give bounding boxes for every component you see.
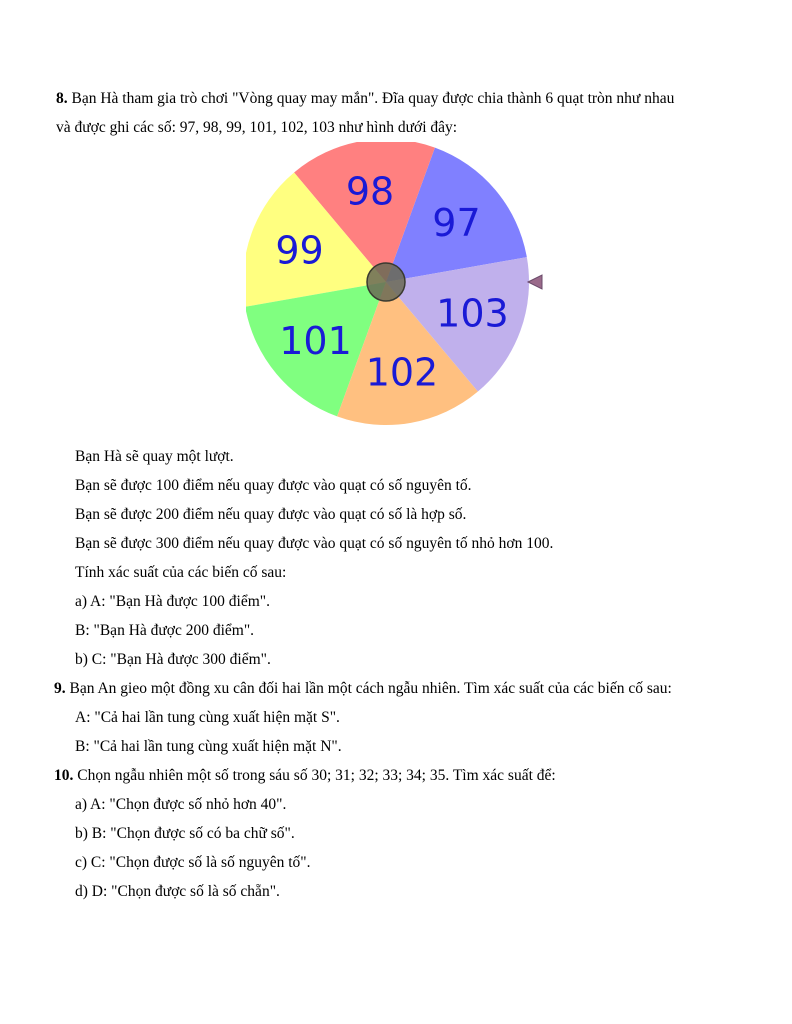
q10-item-line: c) C: "Chọn được số là số nguyên tố". (75, 854, 311, 871)
wheel-label-101: 101 (279, 319, 352, 364)
q10-text: Chọn ngẫu nhiên một số trong sáu số 30; 31; 32; 33; 34; 35. Tìm xác suất để: (77, 767, 556, 784)
q8-rule-line: Tính xác suất của các biến cố sau: (75, 564, 287, 581)
q9-item-line: A: "Cả hai lần tung cùng xuất hiện mặt S". (75, 709, 340, 726)
q8-number: 8. (56, 90, 68, 107)
q9-text: Bạn An gieo một đồng xu cân đối hai lần một cách ngẫu nhiên. Tìm xác suất của các biến cố sau: (69, 680, 672, 697)
q10-number: 10. (54, 767, 74, 784)
q8-item-line: b) C: "Bạn Hà được 300 điểm". (75, 651, 271, 668)
wheel-hub (367, 263, 405, 301)
q9-number: 9. (54, 680, 66, 697)
q9-line (54, 674, 746, 703)
wheel-label-99: 99 (275, 228, 324, 273)
q10-item-line: a) A: "Chọn được số nhỏ hơn 40". (75, 796, 287, 813)
wheel-label-98: 98 (345, 169, 395, 214)
q8-rule-line: Bạn sẽ được 100 điểm nếu quay được vào quạt có số nguyên tố. (75, 477, 472, 494)
q9-item-line: B: "Cả hai lần tung cùng xuất hiện mặt N". (75, 738, 342, 755)
q8-item-line: a) A: "Bạn Hà được 100 điểm". (75, 593, 270, 610)
q8-intro-text: Bạn Hà tham gia trò chơi "Vòng quay may mắn". Đĩa quay được chia thành 6 quạt tròn như nhau (71, 90, 675, 107)
q8-rule-line: Bạn Hà sẽ quay một lượt. (75, 448, 234, 465)
q10-item-line: d) D: "Chọn được số là số chẵn". (75, 883, 280, 900)
wheel-label-102: 102 (365, 350, 439, 395)
wheel-label-97: 97 (432, 200, 481, 245)
lucky-wheel (246, 142, 546, 442)
wheel-label-103: 103 (436, 291, 509, 336)
q8-rule-line: Bạn sẽ được 300 điểm nếu quay được vào quạt có số nguyên tố nhỏ hơn 100. (75, 535, 554, 552)
q8-intro-line2: và được ghi các số: 97, 98, 99, 101, 102, 103 như hình dưới đây: (56, 119, 458, 136)
q10-item-line: b) B: "Chọn được số có ba chữ số". (75, 825, 295, 842)
wheel-pointer-icon (528, 275, 542, 289)
q8-item-line: B: "Bạn Hà được 200 điểm". (75, 622, 255, 639)
q8-intro-line1 (56, 84, 746, 113)
q8-rule-line: Bạn sẽ được 200 điểm nếu quay được vào quạt có số là hợp số. (75, 506, 467, 523)
wheel-figure (56, 142, 746, 442)
document-page (56, 84, 746, 906)
q10-line (54, 761, 746, 790)
